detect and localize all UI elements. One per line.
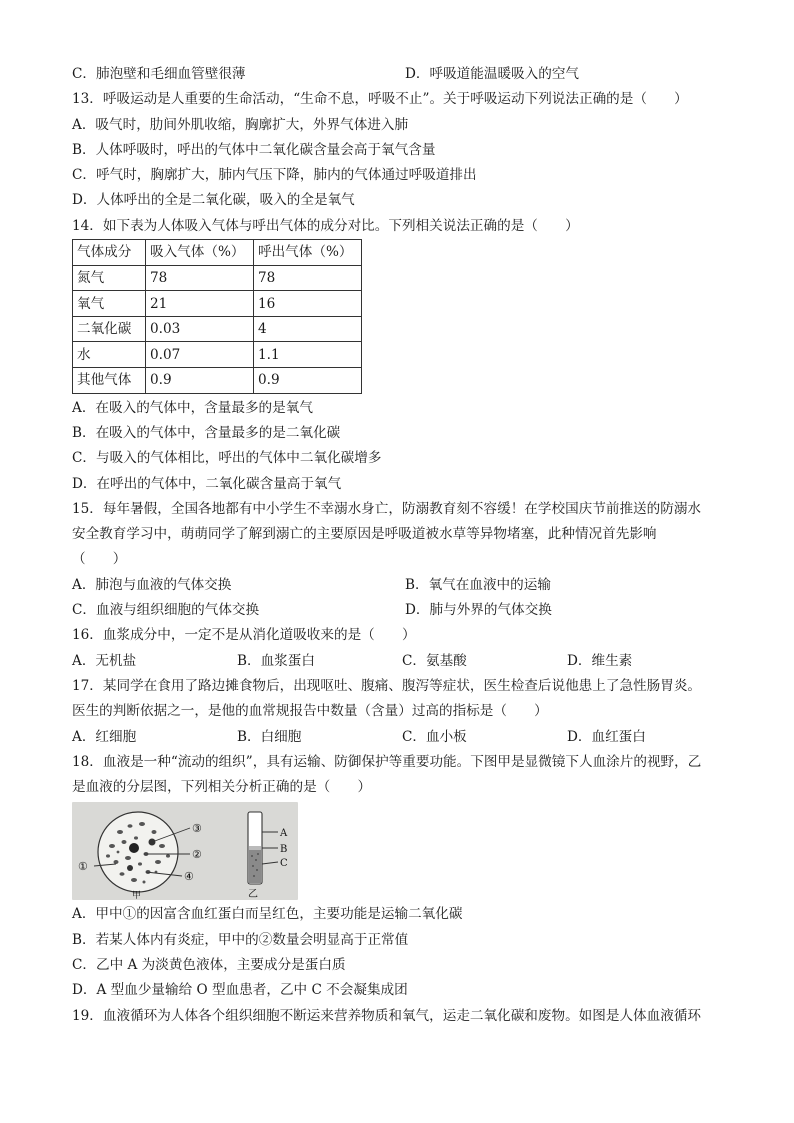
table-row bbox=[73, 265, 362, 291]
table-cell: 氧气 bbox=[73, 291, 146, 317]
table-cell: 4 bbox=[254, 316, 362, 342]
layer-a: A bbox=[280, 828, 288, 840]
gas-composition-table bbox=[72, 239, 362, 394]
table-header-cell: 气体成分 bbox=[73, 240, 146, 266]
q14-stem: 14．如下表为人体吸入气体与呼出气体的成分对比。下列相关说法正确的是（ ） bbox=[72, 217, 579, 234]
q15-option-d[interactable]: D．肺与外界的气体交换 bbox=[405, 602, 552, 619]
tube-leader-lines bbox=[262, 832, 278, 864]
table-row bbox=[73, 316, 362, 342]
q18-stem-line2: 是血液的分层图，下列相关分析正确的是（ ） bbox=[72, 779, 372, 796]
table-cell: 氮气 bbox=[73, 265, 146, 291]
q16-stem: 16．血浆成分中，一定不是从消化道吸收来的是（ ） bbox=[72, 627, 416, 644]
table-row bbox=[73, 368, 362, 394]
q17-option-b[interactable]: B．白细胞 bbox=[237, 728, 302, 745]
q15-stem-line3: （ ） bbox=[72, 551, 127, 568]
q15-option-b[interactable]: B．氧气在血液中的运输 bbox=[405, 576, 551, 593]
q15-option-c[interactable]: C．血液与组织细胞的气体交换 bbox=[72, 602, 260, 619]
q15-stem-line1: 15．每年暑假，全国各地都有中小学生不幸溺水身亡，防溺教育刻不容缓！在学校国庆节前推送的防溺水 bbox=[72, 500, 702, 517]
q15-option-a[interactable]: A．肺泡与血液的气体交换 bbox=[72, 576, 232, 593]
table-cell: 其他气体 bbox=[73, 368, 146, 394]
q13-option-a[interactable]: A．吸气时，肋间外肌收缩，胸廓扩大，外界气体进入肺 bbox=[72, 116, 409, 133]
q18-option-c[interactable]: C．乙中 A 为淡黄色液体，主要成分是蛋白质 bbox=[72, 956, 346, 973]
label-jia: 甲 bbox=[132, 891, 142, 901]
marker-3: ③ bbox=[192, 822, 202, 836]
q17-option-c[interactable]: C．血小板 bbox=[402, 728, 467, 745]
q17-stem-line1: 17．某同学在食用了路边摊食物后，出现呕吐、腹痛、腹泻等症状，医生检查后说他患上了急性肠胃炎。 bbox=[72, 677, 702, 694]
q16-option-b[interactable]: B．血浆蛋白 bbox=[237, 652, 315, 669]
q16-options bbox=[72, 649, 732, 674]
table-header-cell: 呼出气体（%） bbox=[254, 240, 362, 266]
q16-option-c[interactable]: C．氨基酸 bbox=[402, 652, 467, 669]
q15-options-ab bbox=[72, 573, 732, 598]
q12-option-d[interactable]: D．呼吸道能温暖吸入的空气 bbox=[405, 66, 580, 82]
marker-4: ④ bbox=[184, 870, 194, 884]
table-cell: 二氧化碳 bbox=[73, 316, 146, 342]
q18-stem-line1: 18．血液是一种“流动的组织”，具有运输、防御保护等重要功能。下图甲是显微镜下人血涂片的视野，乙 bbox=[72, 753, 702, 770]
table-cell: 21 bbox=[146, 291, 254, 317]
q17-option-a[interactable]: A．红细胞 bbox=[72, 728, 137, 745]
q16-option-a[interactable]: A．无机盐 bbox=[72, 652, 137, 669]
q17-options bbox=[72, 725, 732, 750]
table-header-cell: 吸入气体（%） bbox=[146, 240, 254, 266]
blood-figure-drawing bbox=[72, 802, 298, 900]
q19-stem-line1: 19．血液循环为人体各个组织细胞不断运来营养物质和氧气，运走二氧化碳和废物。如图是人体血液循环 bbox=[72, 1007, 702, 1024]
q13-option-b[interactable]: B．人体呼吸时，呼出的气体中二氧化碳含量会高于氧气含量 bbox=[72, 141, 436, 158]
table-cell: 0.07 bbox=[146, 342, 254, 368]
table-cell: 16 bbox=[254, 291, 362, 317]
table-header-row bbox=[73, 240, 362, 266]
q16-option-d[interactable]: D．维生素 bbox=[567, 652, 633, 669]
table-row bbox=[73, 291, 362, 317]
table-row bbox=[73, 342, 362, 368]
q17-option-d[interactable]: D．血红蛋白 bbox=[567, 728, 646, 745]
table-cell: 水 bbox=[73, 342, 146, 368]
table-cell: 78 bbox=[254, 265, 362, 291]
blood-figure bbox=[72, 802, 298, 900]
q13-stem: 13．呼吸运动是人重要的生命活动，“生命不息，呼吸不止”。关于呼吸运动下列说法正确的是（ ） bbox=[72, 91, 688, 108]
table-cell: 78 bbox=[146, 265, 254, 291]
table-cell: 0.03 bbox=[146, 316, 254, 342]
q17-stem-line2: 医生的判断依据之一，是他的血常规报告中数量（含量）过高的指标是（ ） bbox=[72, 703, 548, 720]
q18-option-b[interactable]: B．若某人体内有炎症，甲中的②数量会明显高于正常值 bbox=[72, 931, 409, 948]
q18-option-a[interactable]: A．甲中①的因富含血红蛋白而呈红色，主要功能是运输二氧化碳 bbox=[72, 906, 463, 923]
layer-b: B bbox=[280, 844, 288, 856]
table-cell: 1.1 bbox=[254, 342, 362, 368]
test-tube bbox=[248, 812, 262, 884]
q13-option-c[interactable]: C．呼气时，胸廓扩大，肺内气压下降，肺内的气体通过呼吸道排出 bbox=[72, 167, 477, 184]
exam-page bbox=[72, 62, 732, 1029]
label-yi: 乙 bbox=[248, 889, 258, 901]
q15-options-cd bbox=[72, 598, 732, 623]
q15-stem-line2: 安全教育学习中，萌萌同学了解到溺亡的主要原因是呼吸道被水草等异物堵塞，此种情况首先影响 bbox=[72, 526, 657, 543]
q13-option-d[interactable]: D．人体呼出的全是二氧化碳，吸入的全是氧气 bbox=[72, 192, 355, 209]
layer-c: C bbox=[280, 858, 288, 870]
microscope-field bbox=[98, 812, 178, 892]
table-cell: 0.9 bbox=[146, 368, 254, 394]
q14-option-a[interactable]: A．在吸入的气体中，含量最多的是氧气 bbox=[72, 399, 313, 416]
q14-option-c[interactable]: C．与吸入的气体相比，呼出的气体中二氧化碳增多 bbox=[72, 450, 382, 467]
marker-2: ② bbox=[192, 848, 202, 862]
table-cell: 0.9 bbox=[254, 368, 362, 394]
q12-option-c[interactable]: C．肺泡壁和毛细血管壁很薄 bbox=[72, 66, 246, 82]
q14-option-d[interactable]: D．在呼出的气体中，二氧化碳含量高于氧气 bbox=[72, 475, 342, 492]
q12-options-cd bbox=[72, 62, 732, 87]
q14-option-b[interactable]: B．在吸入的气体中，含量最多的是二氧化碳 bbox=[72, 424, 341, 441]
q18-option-d[interactable]: D．A 型血少量输给 O 型血患者，乙中 C 不会凝集成团 bbox=[72, 982, 408, 999]
marker-1: ① bbox=[78, 860, 88, 874]
